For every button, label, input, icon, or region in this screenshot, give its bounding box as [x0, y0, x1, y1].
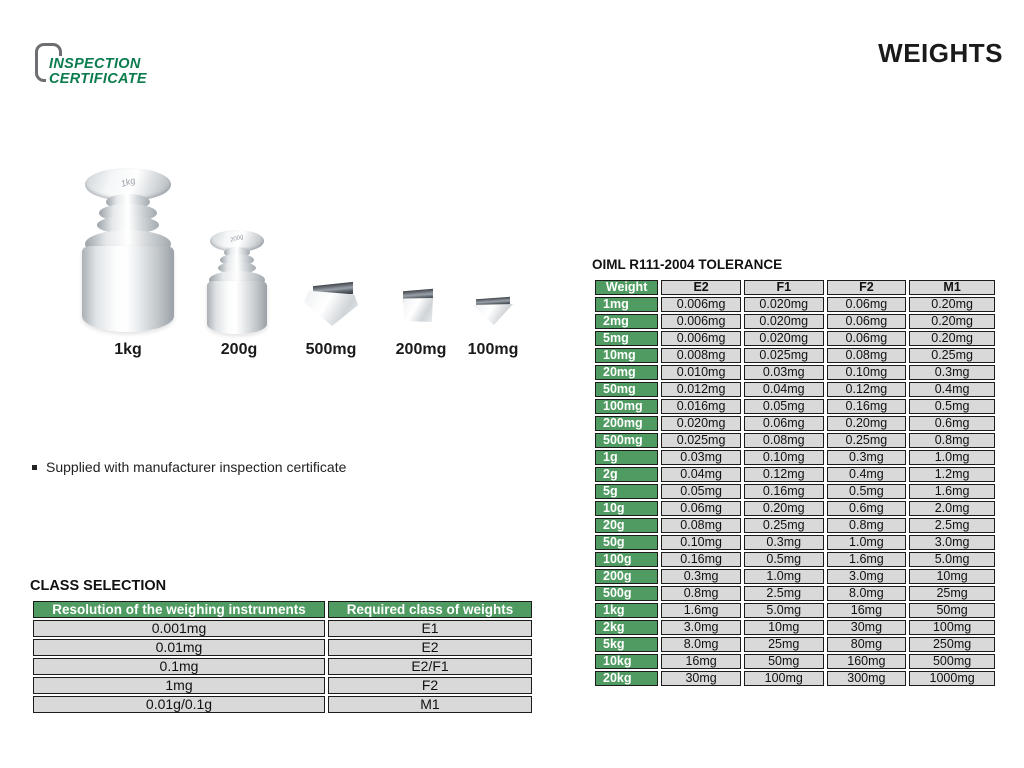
- table-cell: 500g: [595, 586, 658, 601]
- table-cell: 200mg: [595, 416, 658, 431]
- table-cell: 16mg: [827, 603, 907, 618]
- table-cell: 1mg: [33, 677, 325, 694]
- weight-body: [304, 290, 358, 326]
- table-cell: 1.0mg: [909, 450, 995, 465]
- class-selection-title: CLASS SELECTION: [30, 578, 167, 594]
- tolerance-title: OIML R111-2004 TOLERANCE: [592, 257, 783, 272]
- table-cell: 0.10mg: [744, 450, 824, 465]
- weight-label-200mg: 200mg: [395, 341, 447, 358]
- table-cell: 3.0mg: [827, 569, 907, 584]
- inspection-certificate-logo: [35, 43, 235, 103]
- table-cell: 500mg: [595, 433, 658, 448]
- table-cell: 50g: [595, 535, 658, 550]
- table-row: [595, 518, 995, 533]
- table-cell: 0.006mg: [661, 314, 741, 329]
- table-row: [595, 552, 995, 567]
- table-cell: 8.0mg: [661, 637, 741, 652]
- table-cell: 50mg: [595, 382, 658, 397]
- table-row: [595, 484, 995, 499]
- table-cell: 0.025mg: [661, 433, 741, 448]
- weight-body: [403, 298, 433, 322]
- table-header-row: [33, 601, 532, 618]
- table-cell: 5.0mg: [909, 552, 995, 567]
- table-cell: 0.8mg: [909, 433, 995, 448]
- table-cell: 0.020mg: [744, 314, 824, 329]
- table-cell: 0.01g/0.1g: [33, 696, 325, 713]
- table-cell: 0.01mg: [33, 639, 325, 656]
- table-cell: 1.6mg: [909, 484, 995, 499]
- logo-text: [46, 56, 150, 88]
- table-cell: 0.12mg: [744, 467, 824, 482]
- table-row: [595, 348, 995, 363]
- table-cell: 0.4mg: [909, 382, 995, 397]
- table-cell: 0.06mg: [661, 501, 741, 516]
- table-row: [595, 586, 995, 601]
- table-cell: 10g: [595, 501, 658, 516]
- table-cell: 0.010mg: [661, 365, 741, 380]
- table-row: [595, 297, 995, 312]
- table-cell: 0.8mg: [661, 586, 741, 601]
- weight-engraving: 1kg: [119, 175, 137, 189]
- table-cell: 1.6mg: [827, 552, 907, 567]
- table-cell: 0.3mg: [827, 450, 907, 465]
- table-cell: 1.2mg: [909, 467, 995, 482]
- table-row: [595, 637, 995, 652]
- table-cell: 0.3mg: [909, 365, 995, 380]
- table-cell: 100mg: [744, 671, 824, 686]
- table-cell: 0.8mg: [827, 518, 907, 533]
- table-cell: 0.10mg: [661, 535, 741, 550]
- table-cell: 30mg: [827, 620, 907, 635]
- table-cell: 2mg: [595, 314, 658, 329]
- feature-text: Supplied with manufacturer inspection certificate: [46, 459, 347, 475]
- table-cell: 0.006mg: [661, 331, 741, 346]
- table-cell: 100mg: [595, 399, 658, 414]
- table-row: [595, 603, 995, 618]
- table-cell: 80mg: [827, 637, 907, 652]
- table-cell: E2: [328, 639, 532, 656]
- table-cell: 0.020mg: [744, 331, 824, 346]
- table-cell: 2.5mg: [909, 518, 995, 533]
- table-cell: 0.4mg: [827, 467, 907, 482]
- table-cell: 0.04mg: [661, 467, 741, 482]
- table-row: [33, 620, 532, 637]
- table-cell: 0.16mg: [827, 399, 907, 414]
- table-row: [595, 365, 995, 380]
- table-cell: 0.6mg: [827, 501, 907, 516]
- class-selection-table: [30, 599, 535, 715]
- table-cell: 0.20mg: [744, 501, 824, 516]
- table-cell: 30mg: [661, 671, 741, 686]
- table-cell: 1.0mg: [744, 569, 824, 584]
- table-cell: 0.08mg: [661, 518, 741, 533]
- column-header: F1: [744, 280, 824, 295]
- tolerance-table: [592, 278, 998, 688]
- page-title: WEIGHTS: [878, 38, 1003, 68]
- table-cell: 0.1mg: [33, 658, 325, 675]
- table-cell: 100mg: [909, 620, 995, 635]
- table-cell: 16mg: [661, 654, 741, 669]
- table-cell: 0.05mg: [744, 399, 824, 414]
- table-cell: 500mg: [909, 654, 995, 669]
- table-cell: 3.0mg: [909, 535, 995, 550]
- table-row: [33, 677, 532, 694]
- column-header: Required class of weights: [328, 601, 532, 618]
- table-cell: 10kg: [595, 654, 658, 669]
- table-cell: 0.3mg: [661, 569, 741, 584]
- table-cell: 0.008mg: [661, 348, 741, 363]
- table-cell: 0.08mg: [827, 348, 907, 363]
- table-cell: 1.0mg: [827, 535, 907, 550]
- table-cell: 0.16mg: [744, 484, 824, 499]
- table-cell: 250mg: [909, 637, 995, 652]
- table-cell: E1: [328, 620, 532, 637]
- table-row: [595, 671, 995, 686]
- table-row: [595, 433, 995, 448]
- table-row: [595, 382, 995, 397]
- table-cell: 160mg: [827, 654, 907, 669]
- column-header: F2: [827, 280, 907, 295]
- weight-image-500mg: [304, 283, 358, 326]
- table-cell: 0.08mg: [744, 433, 824, 448]
- table-cell: 0.006mg: [661, 297, 741, 312]
- table-cell: 2g: [595, 467, 658, 482]
- table-cell: 0.25mg: [744, 518, 824, 533]
- weight-engraving: 200g: [229, 234, 245, 244]
- table-cell: 0.012mg: [661, 382, 741, 397]
- table-cell: 1000mg: [909, 671, 995, 686]
- table-cell: 0.06mg: [827, 331, 907, 346]
- column-header: M1: [909, 280, 995, 295]
- table-cell: 0.016mg: [661, 399, 741, 414]
- table-cell: 5g: [595, 484, 658, 499]
- weight-body: [82, 246, 174, 332]
- table-cell: F2: [328, 677, 532, 694]
- table-cell: 0.06mg: [827, 297, 907, 312]
- table-cell: 20g: [595, 518, 658, 533]
- table-cell: 0.10mg: [827, 365, 907, 380]
- feature-bullet-item: [32, 459, 346, 475]
- weight-label-1kg: 1kg: [114, 341, 142, 358]
- weight-image-200mg: [402, 289, 434, 322]
- table-cell: 20kg: [595, 671, 658, 686]
- table-row: [595, 416, 995, 431]
- table-cell: 25mg: [909, 586, 995, 601]
- table-cell: 0.5mg: [744, 552, 824, 567]
- table-header-row: [595, 280, 995, 295]
- table-row: [33, 639, 532, 656]
- table-cell: 0.20mg: [827, 416, 907, 431]
- table-cell: 3.0mg: [661, 620, 741, 635]
- table-cell: 8.0mg: [827, 586, 907, 601]
- table-cell: 300mg: [827, 671, 907, 686]
- table-cell: 0.12mg: [827, 382, 907, 397]
- column-header: Weight: [595, 280, 658, 295]
- table-cell: 0.6mg: [909, 416, 995, 431]
- table-row: [595, 314, 995, 329]
- table-row: [595, 467, 995, 482]
- table-cell: 10mg: [595, 348, 658, 363]
- table-row: [595, 399, 995, 414]
- weight-label-200g: 200g: [220, 341, 258, 358]
- table-row: [595, 620, 995, 635]
- weight-body: [207, 281, 267, 334]
- table-row: [595, 501, 995, 516]
- table-cell: 200g: [595, 569, 658, 584]
- table-cell: 10mg: [744, 620, 824, 635]
- weight-image-200g: [207, 230, 267, 334]
- table-cell: 0.20mg: [909, 314, 995, 329]
- table-cell: 0.5mg: [827, 484, 907, 499]
- table-cell: 0.001mg: [33, 620, 325, 637]
- logo-line1: INSPECTION: [49, 56, 141, 72]
- column-header: E2: [661, 280, 741, 295]
- table-cell: 0.3mg: [744, 535, 824, 550]
- table-cell: 50mg: [744, 654, 824, 669]
- table-row: [595, 535, 995, 550]
- table-cell: 0.03mg: [744, 365, 824, 380]
- weight-image-100mg: [473, 297, 513, 325]
- table-cell: 2kg: [595, 620, 658, 635]
- table-cell: 25mg: [744, 637, 824, 652]
- weight-body: [473, 304, 513, 325]
- table-cell: 2.0mg: [909, 501, 995, 516]
- table-cell: 5kg: [595, 637, 658, 652]
- table-cell: 0.25mg: [909, 348, 995, 363]
- table-cell: 0.06mg: [744, 416, 824, 431]
- table-cell: 0.05mg: [661, 484, 741, 499]
- table-cell: 50mg: [909, 603, 995, 618]
- table-cell: 100g: [595, 552, 658, 567]
- table-cell: 5.0mg: [744, 603, 824, 618]
- table-cell: 0.5mg: [909, 399, 995, 414]
- table-cell: 2.5mg: [744, 586, 824, 601]
- table-cell: 10mg: [909, 569, 995, 584]
- table-row: [595, 569, 995, 584]
- class-selection-section: [30, 578, 535, 715]
- table-cell: 0.04mg: [744, 382, 824, 397]
- weight-image-1kg: [82, 168, 174, 336]
- table-cell: E2/F1: [328, 658, 532, 675]
- table-cell: 0.025mg: [744, 348, 824, 363]
- table-cell: 0.020mg: [661, 416, 741, 431]
- table-cell: 20mg: [595, 365, 658, 380]
- table-cell: 0.06mg: [827, 314, 907, 329]
- table-cell: 0.20mg: [909, 297, 995, 312]
- table-row: [595, 654, 995, 669]
- table-cell: M1: [328, 696, 532, 713]
- table-row: [33, 696, 532, 713]
- table-row: [595, 331, 995, 346]
- column-header: Resolution of the weighing instruments: [33, 601, 325, 618]
- tolerance-section: [592, 257, 998, 688]
- weight-label-500mg: 500mg: [305, 341, 357, 358]
- table-cell: 1.6mg: [661, 603, 741, 618]
- logo-line2: CERTIFICATE: [49, 71, 147, 87]
- table-cell: 0.16mg: [661, 552, 741, 567]
- table-cell: 0.25mg: [827, 433, 907, 448]
- table-cell: 0.20mg: [909, 331, 995, 346]
- table-cell: 1g: [595, 450, 658, 465]
- table-cell: 1mg: [595, 297, 658, 312]
- square-bullet-icon: [32, 465, 37, 470]
- table-cell: 5mg: [595, 331, 658, 346]
- table-cell: 1kg: [595, 603, 658, 618]
- table-cell: 0.020mg: [744, 297, 824, 312]
- table-row: [595, 450, 995, 465]
- table-row: [33, 658, 532, 675]
- table-cell: 0.03mg: [661, 450, 741, 465]
- weight-label-100mg: 100mg: [467, 341, 519, 358]
